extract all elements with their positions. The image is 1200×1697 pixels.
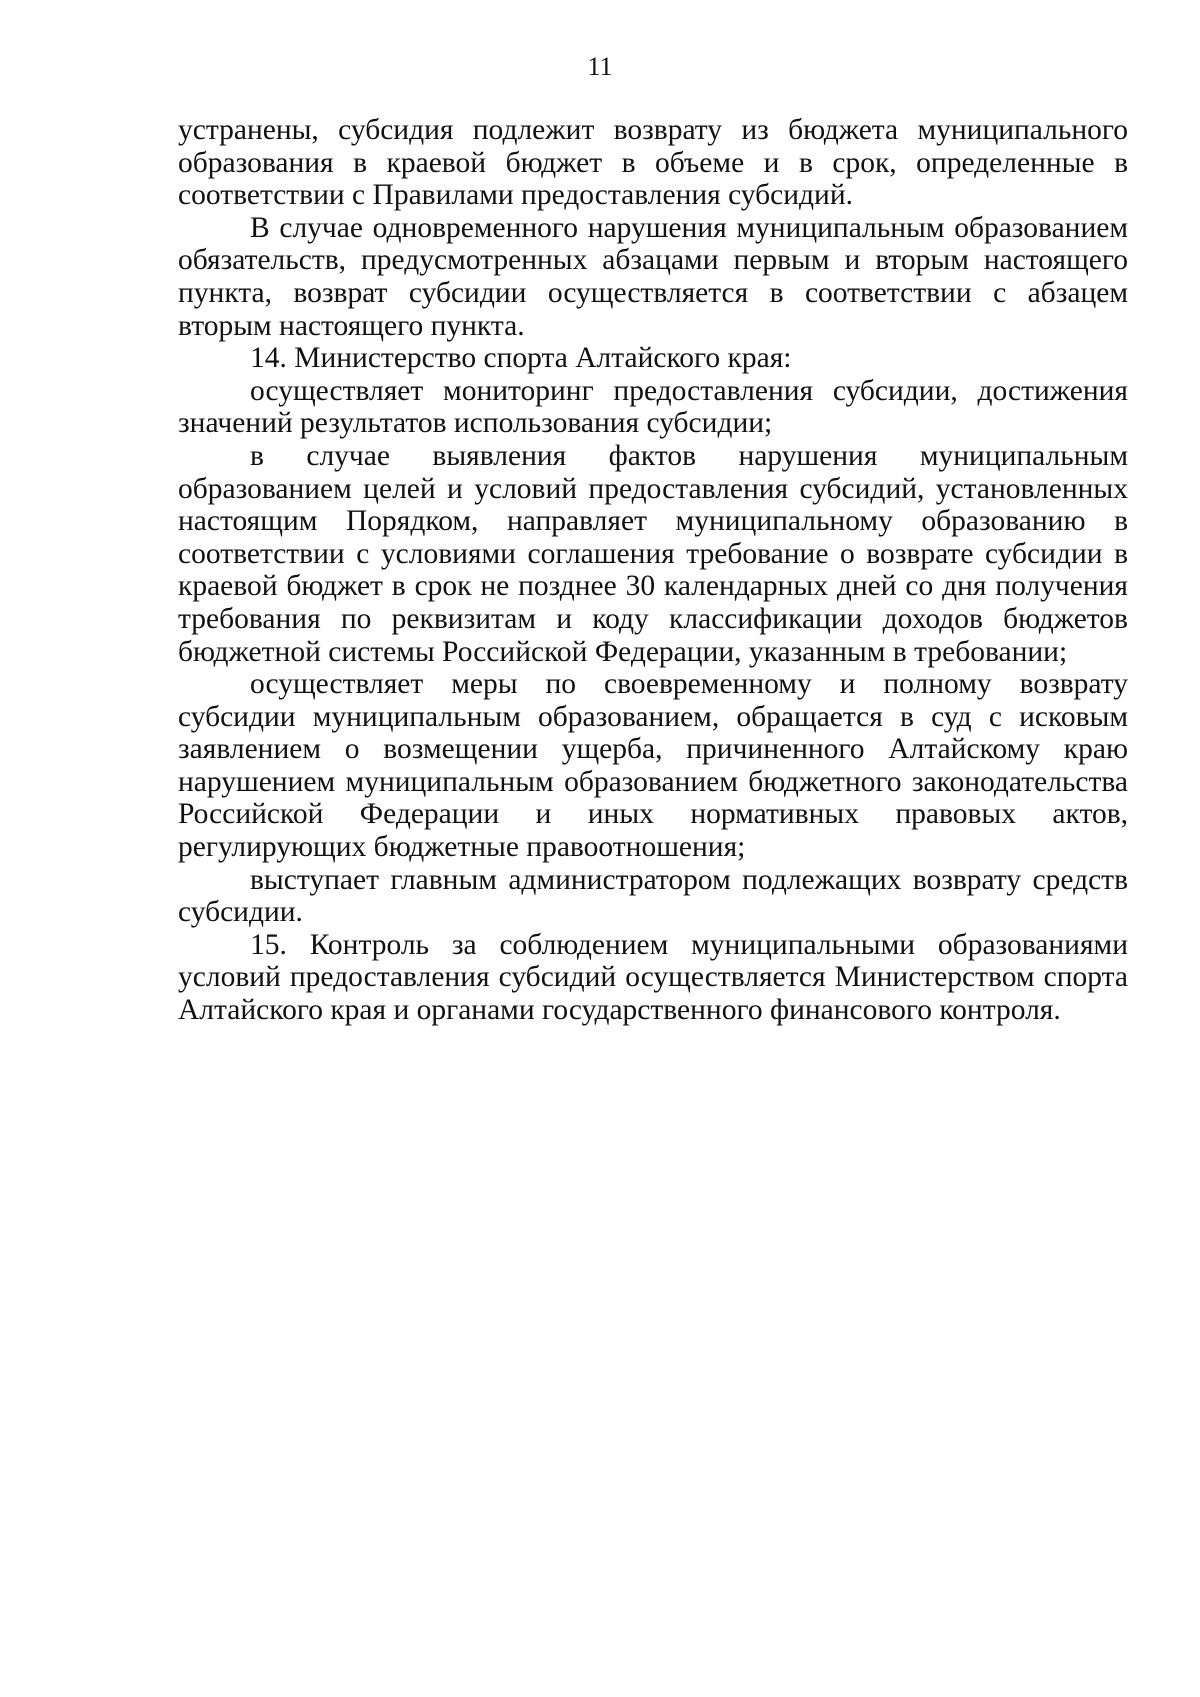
paragraph-return-measures: осуществляет меры по своевременному и полному возврату субсидии муниципальным образованием, обращается в суд с исковым заявлением о возмещении ущерба, причиненного Алтайскому краю нарушением муниципальным образованием бюджетного законодательства Российской Федерации и иных нормативных правовых актов, регулирующих бюджетные правоотношения; — [178, 668, 1128, 864]
page-number: 11 — [587, 52, 613, 81]
paragraph-violation-detection: в случае выявления фактов нарушения муниципальным образованием целей и условий предоставления субсидий, установленных настоящим Порядком, направляет муниципальному образованию в соответствии с условиями соглашения требование о возврате субсидии в краевой бюджет в срок не позднее 30 календарных дней со дня получения требования по реквизитам и коду классификации доходов бюджетов бюджетной системы Российской Федерации, указанным в требовании; — [178, 439, 1128, 668]
document-body — [178, 114, 1128, 1027]
paragraph-chief-administrator: выступает главным администратором подлежащих возврату средств субсидии. — [178, 863, 1128, 929]
paragraph-item-14-heading: 14. Министерство спорта Алтайского края: — [250, 342, 792, 375]
paragraph-item-15-control: 15. Контроль за соблюдением муниципальными образованиями условий предоставления субсидий осуществляется Министерством спорта Алтайского края и органами государственного финансового контроля. — [178, 928, 1128, 1027]
paragraph-continuation: устранены, субсидия подлежит возврату из бюджета муниципального образования в краевой бюджет в объеме и в срок, определенные в соответствии с Правилами предоставления субсидий. — [178, 114, 1128, 212]
paragraph-simultaneous-violation: В случае одновременного нарушения муниципальным образованием обязательств, предусмотренных абзацами первым и вторым настоящего пункта, возврат субсидии осуществляется в соответствии с абзацем вторым настоящего пункта. — [178, 211, 1128, 342]
paragraph-monitoring: осуществляет мониторинг предоставления субсидии, достижения значений результатов использования субсидии; — [178, 374, 1128, 440]
